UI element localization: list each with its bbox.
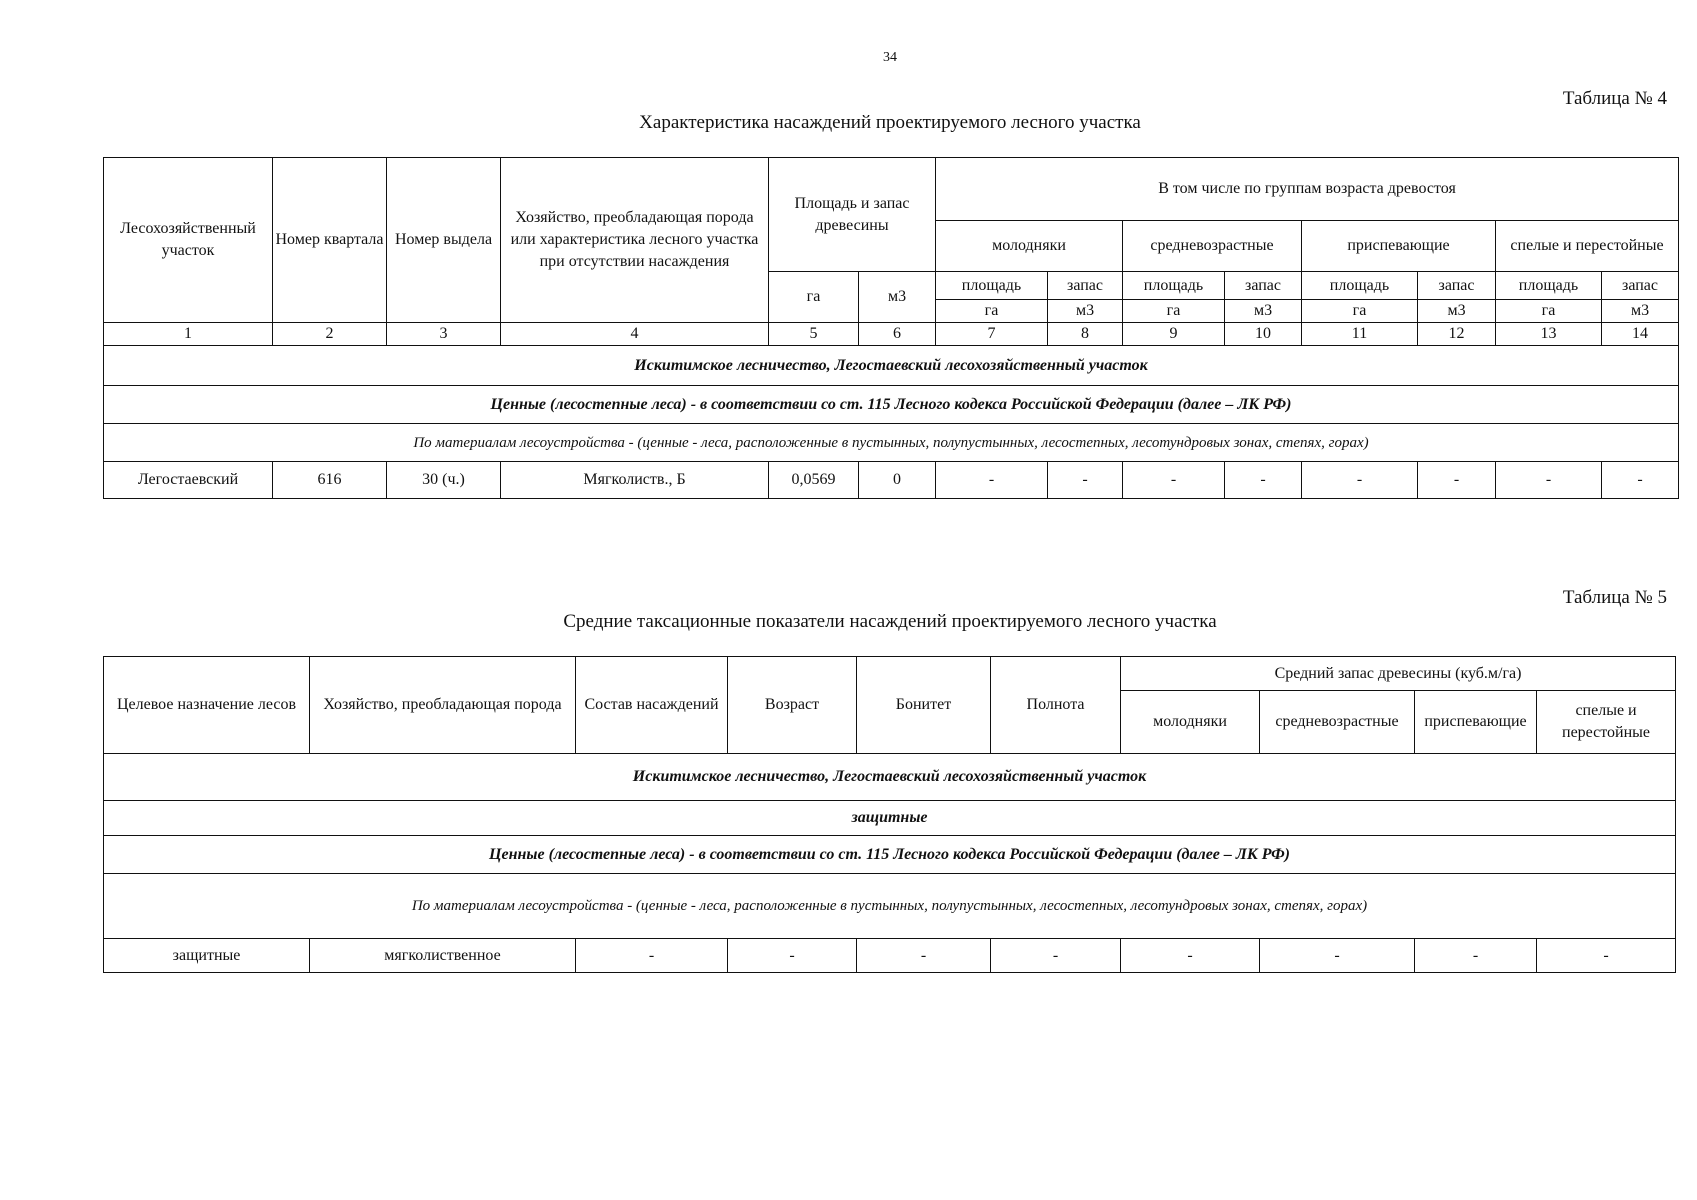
table4-section-forestry xyxy=(104,346,1679,386)
column-number: 9 xyxy=(1123,323,1225,346)
cell-young-area: - xyxy=(936,462,1048,499)
table4-section-category xyxy=(104,386,1679,424)
header-stock: запас xyxy=(1048,272,1123,300)
header-stock: запас xyxy=(1225,272,1302,300)
cell-mature-stock: - xyxy=(1602,462,1679,499)
table5-section-materials xyxy=(104,874,1676,939)
header-ha: га xyxy=(1123,300,1225,323)
section-forestry-label: Искитимское лесничество, Легостаевский лесохозяйственный участок xyxy=(104,754,1676,801)
header-mature: спелые и перестойные xyxy=(1537,691,1676,754)
table5-header-row-1 xyxy=(104,657,1676,691)
header-middle: средневозрастные xyxy=(1123,221,1302,272)
header-quarter: Номер квартала xyxy=(273,158,387,323)
header-composition: Состав насаждений xyxy=(576,657,728,754)
column-number: 3 xyxy=(387,323,501,346)
table-row xyxy=(104,939,1676,973)
header-allotment: Номер выдела xyxy=(387,158,501,323)
cell-premature-stock: - xyxy=(1418,462,1496,499)
table4-label: Таблица № 4 xyxy=(1562,88,1667,109)
section-forestry-label: Искитимское лесничество, Легостаевский лесохозяйственный участок xyxy=(104,346,1679,386)
cell-quarter: 616 xyxy=(273,462,387,499)
header-stock: запас xyxy=(1418,272,1496,300)
page-number: 34 xyxy=(883,50,897,65)
cell-young: - xyxy=(1121,939,1260,973)
header-m3: м3 xyxy=(1225,300,1302,323)
table5-title: Средние таксационные показатели насаждений проектируемого лесного участка xyxy=(563,611,1217,632)
header-purpose: Целевое назначение лесов xyxy=(104,657,310,754)
cell-middle-area: - xyxy=(1123,462,1225,499)
cell-economy: Мягколиств., Б xyxy=(501,462,769,499)
section-category-label: Ценные (лесостепные леса) - в соответствии со ст. 115 Лесного кодекса Российской Федерации (далее – ЛК РФ) xyxy=(104,386,1679,424)
header-area: площадь xyxy=(1302,272,1418,300)
table5 xyxy=(103,656,1676,973)
column-number: 5 xyxy=(769,323,859,346)
column-number: 14 xyxy=(1602,323,1679,346)
column-number: 1 xyxy=(104,323,273,346)
header-area: площадь xyxy=(1496,272,1602,300)
header-age: Возраст xyxy=(728,657,857,754)
table4-column-numbers xyxy=(104,323,1679,346)
column-number: 11 xyxy=(1302,323,1418,346)
column-number: 2 xyxy=(273,323,387,346)
cell-age: - xyxy=(728,939,857,973)
column-number: 10 xyxy=(1225,323,1302,346)
header-forestry-area: Лесохозяйственный участок xyxy=(104,158,273,323)
cell-bonitet: - xyxy=(857,939,991,973)
header-ha: га xyxy=(936,300,1048,323)
cell-mature: - xyxy=(1537,939,1676,973)
cell-composition: - xyxy=(576,939,728,973)
cell-density: - xyxy=(991,939,1121,973)
cell-forestry-area: Легостаевский xyxy=(104,462,273,499)
table4 xyxy=(103,157,1679,499)
section-category-label: Ценные (лесостепные леса) - в соответствии со ст. 115 Лесного кодекса Российской Федерации (далее – ЛК РФ) xyxy=(104,836,1676,874)
section-materials-label: По материалам лесоустройства - (ценные - леса, расположенные в пустынных, полупустынных, лесостепных, лесотундровых зонах, степях, горах) xyxy=(104,874,1676,939)
table5-section-forestry xyxy=(104,754,1676,801)
column-number: 8 xyxy=(1048,323,1123,346)
cell-economy: мягколиственное xyxy=(310,939,576,973)
header-m3: м3 xyxy=(1418,300,1496,323)
table4-section-materials xyxy=(104,424,1679,462)
column-number: 7 xyxy=(936,323,1048,346)
header-m3: м3 xyxy=(1048,300,1123,323)
cell-middle-stock: - xyxy=(1225,462,1302,499)
column-number: 6 xyxy=(859,323,936,346)
table5-label: Таблица № 5 xyxy=(1562,587,1667,608)
header-m3: м3 xyxy=(859,272,936,323)
header-premature: приспевающие xyxy=(1415,691,1537,754)
cell-premature-area: - xyxy=(1302,462,1418,499)
table5-section-protective xyxy=(104,801,1676,836)
column-number: 12 xyxy=(1418,323,1496,346)
cell-allotment: 30 (ч.) xyxy=(387,462,501,499)
header-economy: Хозяйство, преобладающая порода xyxy=(310,657,576,754)
header-mature: спелые и перестойные xyxy=(1496,221,1679,272)
table4-header-row-1 xyxy=(104,158,1679,221)
header-bonitet: Бонитет xyxy=(857,657,991,754)
header-age-groups: В том числе по группам возраста древостоя xyxy=(936,158,1679,221)
header-young: молодняки xyxy=(936,221,1123,272)
cell-purpose: защитные xyxy=(104,939,310,973)
header-ha: га xyxy=(1302,300,1418,323)
table-row xyxy=(104,462,1679,499)
header-m3: м3 xyxy=(1602,300,1679,323)
cell-middle: - xyxy=(1260,939,1415,973)
header-area: площадь xyxy=(1123,272,1225,300)
header-avg-stock: Средний запас древесины (куб.м/га) xyxy=(1121,657,1676,691)
cell-stock-m3: 0 xyxy=(859,462,936,499)
cell-mature-area: - xyxy=(1496,462,1602,499)
header-premature: приспевающие xyxy=(1302,221,1496,272)
column-number: 4 xyxy=(501,323,769,346)
header-young: молодняки xyxy=(1121,691,1260,754)
header-stock: запас xyxy=(1602,272,1679,300)
header-economy: Хозяйство, преобладающая порода или характеристика лесного участка при отсутствии насаждения xyxy=(501,158,769,323)
header-middle: средневозрастные xyxy=(1260,691,1415,754)
header-density: Полнота xyxy=(991,657,1121,754)
table4-title: Характеристика насаждений проектируемого лесного участка xyxy=(639,112,1141,133)
header-ha: га xyxy=(1496,300,1602,323)
section-protective-label: защитные xyxy=(104,801,1676,836)
header-ha: га xyxy=(769,272,859,323)
cell-young-stock: - xyxy=(1048,462,1123,499)
header-area: площадь xyxy=(936,272,1048,300)
cell-premature: - xyxy=(1415,939,1537,973)
section-materials-label: По материалам лесоустройства - (ценные - леса, расположенные в пустынных, полупустынных, лесостепных, лесотундровых зонах, степях, горах) xyxy=(104,424,1679,462)
cell-area-ha: 0,0569 xyxy=(769,462,859,499)
table5-section-category xyxy=(104,836,1676,874)
header-area-stock: Площадь и запас древесины xyxy=(769,158,936,272)
column-number: 13 xyxy=(1496,323,1602,346)
